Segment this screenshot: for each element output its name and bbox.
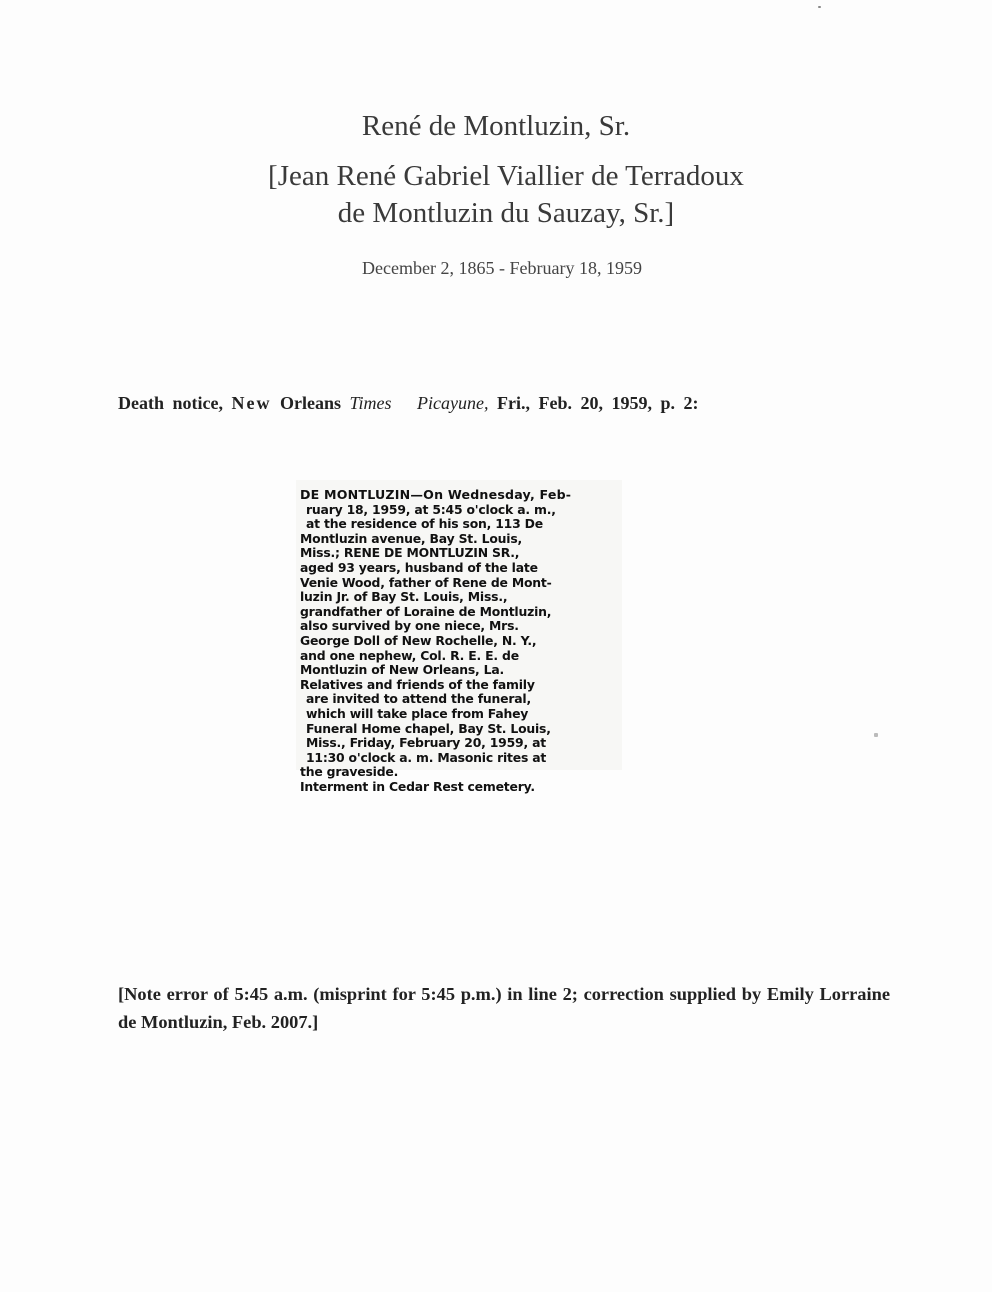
clipping-line: aged 93 years, husband of the late <box>300 559 538 575</box>
scan-speck <box>818 6 821 8</box>
clipping-line: and one nephew, Col. R. E. E. de <box>300 647 519 663</box>
clipping-line: Interment in Cedar Rest cemetery. <box>300 778 535 794</box>
clipping-line: the graveside. <box>300 764 399 780</box>
clipping-line: Miss.; RENE DE MONTLUZIN SR., <box>300 545 520 561</box>
clipping-line: at the residence of his son, 113 De <box>306 516 543 532</box>
clipping-line: Montluzin of New Orleans, La. <box>300 662 505 678</box>
full-name-line-1: [Jean René Gabriel Viallier de Terradoux <box>268 160 744 192</box>
clipping-line: Relatives and friends of the family <box>300 676 535 692</box>
citation-prefix: Death notice, <box>118 393 223 413</box>
citation-place-1: New <box>231 393 272 413</box>
clipping-line: luzin Jr. of Bay St. Louis, Miss., <box>300 589 508 605</box>
clipping-line: DE MONTLUZIN—On Wednesday, Feb- <box>300 487 572 502</box>
clipping-line: Funeral Home chapel, Bay St. Louis, <box>306 720 551 736</box>
clipping-line: also survived by one niece, Mrs. <box>300 618 519 634</box>
clipping-line: Venie Wood, father of Rene de Mont- <box>300 574 552 590</box>
citation-paper-1: Times <box>349 393 392 413</box>
scan-speck <box>874 733 878 737</box>
full-name <box>0 158 992 232</box>
clipping-line: George Doll of New Rochelle, N. Y., <box>300 632 537 648</box>
clipping-line: Montluzin avenue, Bay St. Louis, <box>300 530 522 546</box>
clipping-line: ruary 18, 1959, at 5:45 o'clock a. m., <box>306 501 556 517</box>
newspaper-clipping <box>296 480 622 794</box>
full-name-line-2: de Montluzin du Sauzay, Sr.] <box>337 197 675 229</box>
citation <box>118 393 878 414</box>
life-dates: December 2, 1865 - February 18, 1959 <box>362 258 642 278</box>
clipping-line: are invited to attend the funeral, <box>306 691 531 707</box>
clipping-line: 11:30 o'clock a. m. Masonic rites at <box>306 749 547 765</box>
citation-paper-2: Picayune, <box>417 393 489 413</box>
editorial-note: [Note error of 5:45 a.m. (misprint for 5:45 p.m.) in line 2; correction supplied by Emily Lorraine de Montluzin, Feb. 2007.] <box>118 984 890 1032</box>
citation-place-2: Orleans <box>279 393 341 413</box>
clipping-line: grandfather of Loraine de Montluzin, <box>300 603 552 619</box>
clipping-line: which will take place from Fahey <box>306 705 529 721</box>
page-title: René de Montluzin, Sr. <box>361 110 631 142</box>
clipping-line: Miss., Friday, February 20, 1959, at <box>306 735 546 751</box>
citation-rest: Fri., Feb. 20, 1959, p. 2: <box>496 393 699 413</box>
